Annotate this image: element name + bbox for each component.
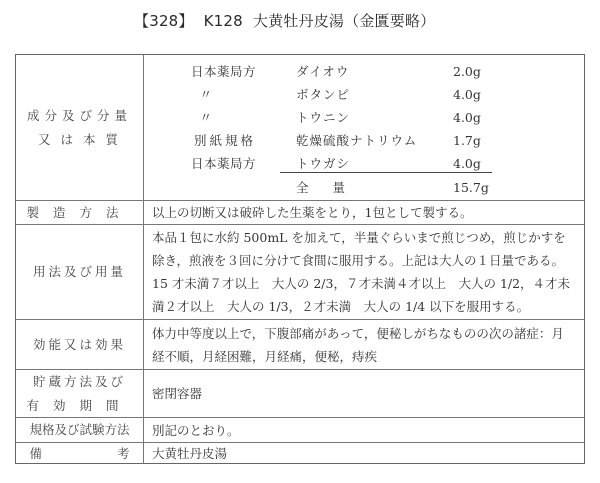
row-manufacturing: [16, 200, 584, 224]
formula-name: 大黄牡丹皮湯（金匱要略）: [252, 12, 436, 30]
manufacturing-label: 製造方法: [16, 201, 144, 224]
manufacturing-content: 以上の切断又は破砕した生薬をとり，1包として製する。: [152, 205, 473, 220]
efficacy-content: 体力中等度以上で，下腹部痛があって，便秘しがちなものの次の諸症：月 経不順，月経困難，月経痛，便秘，痔疾: [152, 325, 564, 364]
ingredient-list: [144, 55, 584, 200]
ingredient-row: 日本薬局方 ダイオウ 2.0g: [190, 64, 481, 79]
efficacy-label: 効能又は効果: [16, 320, 144, 369]
document-title: [134, 10, 445, 31]
subtotal-rule: [280, 172, 492, 173]
row-dosage: [16, 224, 584, 319]
total-row: 全量 15.7g: [296, 180, 489, 195]
row-ingredients: [16, 55, 584, 200]
storage-label: 貯蔵方法及び 有効期間: [16, 370, 144, 417]
ingredient-row: 〃 ボタンピ 4.0g: [199, 87, 481, 102]
ingredient-row: 日本薬局方 トウガシ 4.0g: [190, 156, 481, 171]
specification-content: 別記のとおり。: [152, 422, 240, 438]
ingredients-content: [144, 55, 584, 200]
remarks-label: 備 考: [16, 443, 144, 464]
row-efficacy: [16, 319, 584, 369]
specification-label: 規格及び試験方法: [16, 418, 144, 442]
remarks-content: 大黄牡丹皮湯: [152, 446, 228, 461]
monograph-code: K128: [203, 12, 243, 30]
row-storage: [16, 369, 584, 417]
ingredients-label: 成分及び分量 又 は 本 質: [16, 55, 144, 200]
row-specification: [16, 417, 584, 442]
ingredient-row: 〃 トウニン 4.0g: [199, 110, 481, 125]
dosage-content: 本品１包に水約 500mL を加えて，半量ぐらいまで煎じつめ，煎じかすを 除き，煎液を３回に分けて食間に服用する。上記は大人の１日量である。 15 才未満７才以上 大人の 2/3，７才未満４才以上 大人の 1/2，４才未 満２才以上 大人の 1/3，２才未満 大人の 1/4 以下を服用する。: [152, 230, 571, 314]
dosage-label: 用法及び用量: [16, 225, 144, 319]
row-remarks: [16, 442, 584, 464]
storage-content: 密閉容器: [152, 386, 203, 401]
monograph-number: 【328】: [134, 12, 194, 30]
monograph-table: [15, 54, 585, 464]
ingredient-row: 別紙規格 乾燥硫酸ナトリウム 1.7g: [193, 133, 481, 148]
